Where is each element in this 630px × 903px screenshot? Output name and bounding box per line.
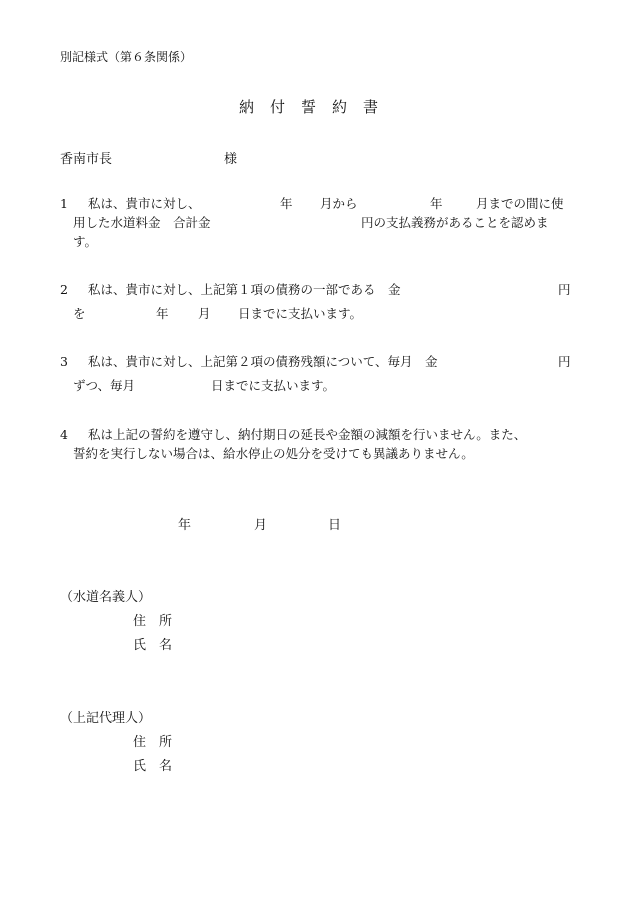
clause-1-text-b: 用した水道料金 合計金	[73, 215, 211, 230]
clause-2-text-b: を	[73, 306, 86, 321]
clause-2-number: 2	[60, 282, 68, 297]
clause-1-text-a: 私は、貴市に対し、	[88, 196, 201, 211]
water-holder-heading: （水道名義人）	[60, 590, 152, 605]
clause-2-day: 日までに支払います。	[238, 306, 363, 321]
clause-1-year-to: 年	[430, 196, 443, 211]
addressee-honorific: 様	[224, 152, 238, 167]
clause-4-text-a: 私は上記の誓約を遵守し、納付期日の延長や金額の減額を行いません。また、	[88, 427, 527, 442]
clause-4-text-b: 誓約を実行しない場合は、給水停止の処分を受けても異議ありません。	[73, 446, 474, 461]
page-title: 納付誓約書	[239, 98, 395, 116]
agent-heading: （上記代理人）	[60, 711, 152, 726]
clause-1-number: 1	[60, 196, 68, 211]
clause-2-yen: 円	[558, 282, 571, 297]
clause-2-month: 月	[198, 306, 211, 321]
water-holder-address-label: 住 所	[133, 614, 173, 629]
date-month: 月	[254, 518, 268, 533]
clause-3-day: 日までに支払います。	[211, 378, 336, 393]
clause-3-yen: 円	[558, 354, 571, 369]
form-label: 別記様式（第６条関係）	[60, 50, 193, 64]
date-day: 日	[328, 518, 342, 533]
clause-2-year: 年	[156, 306, 169, 321]
clause-1-text-d: す。	[73, 234, 98, 249]
clause-1-month-from: 月から	[320, 196, 358, 211]
clause-2-text-a: 私は、貴市に対し、上記第１項の債務の一部である 金	[88, 282, 401, 297]
water-holder-name-label: 氏 名	[133, 638, 173, 653]
agent-name-label: 氏 名	[133, 759, 173, 774]
clause-3-text-a: 私は、貴市に対し、上記第２項の債務残額について、毎月 金	[88, 354, 438, 369]
clause-3-number: 3	[60, 354, 68, 369]
clause-1-month-to: 月までの間に使	[476, 196, 564, 211]
addressee-name: 香南市長	[60, 152, 113, 167]
clause-1-year-from: 年	[280, 196, 293, 211]
date-year: 年	[178, 518, 192, 533]
agent-address-label: 住 所	[133, 735, 173, 750]
clause-4-number: 4	[60, 427, 68, 442]
clause-3-text-b: ずつ、毎月	[73, 378, 136, 393]
clause-1-text-c: 円の支払義務があることを認めま	[361, 215, 549, 230]
